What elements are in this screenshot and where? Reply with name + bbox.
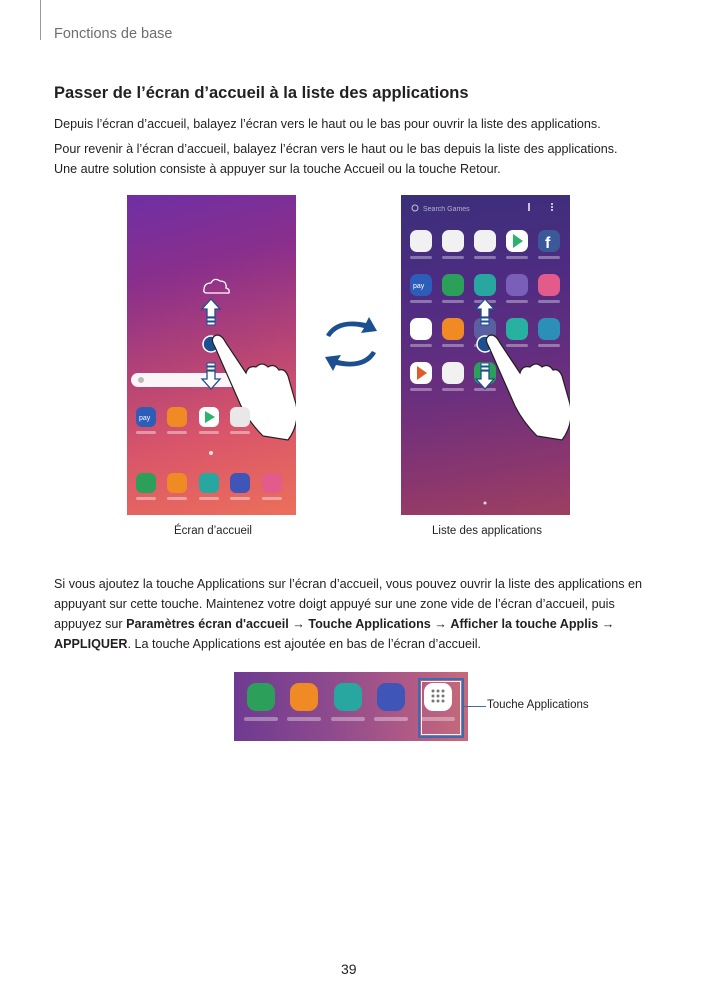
p3-bold-home-settings: Paramètres écran d'accueil [126,617,289,631]
p3-bold-apps-button: Touche Applications [308,617,431,631]
p3-arrow-3: → [598,617,615,631]
callout-leader-line [464,706,486,707]
p3-arrow-2: → [430,617,451,631]
svg-text:pay: pay [413,283,425,290]
switch-arrows-icon [318,315,384,373]
header-section-label: Fonctions de base [54,26,173,42]
page-number: 39 [341,961,357,977]
apps-button-highlight-inner [421,681,461,735]
paragraph-return [54,139,618,179]
p3-bold-show-apps-button: Afficher la touche Applis [450,617,599,631]
section-title: Passer de l’écran d’accueil à la liste des applications [54,84,469,102]
svg-text:f: f [545,235,551,252]
p3-arrow-1: → [288,617,309,631]
dock-label-bar [244,717,278,721]
svg-text:pay: pay [139,415,151,422]
apps-search-placeholder: Search Games [423,206,470,213]
paragraph-return-line1: Pour revenir à l’écran d’accueil, balayez l’écran vers le haut ou le bas depuis la liste des applications. [54,142,618,156]
paragraph-swipe: Depuis l’écran d’accueil, balayez l’écran vers le haut ou le bas pour ouvrir la liste des applications. [54,117,601,131]
p3-bold-apply: APPLIQUER [54,637,128,651]
p3-text-2: . La touche Applications est ajoutée en bas de l’écran d’accueil. [127,637,482,651]
p3-text-1: Si vous ajoutez la touche Applications sur l’écran d’accueil, vous pouvez ouvrir la liste des applications en appuyant sur cette touche. Maintenez votre doigt appuyé sur une zone vide de l’écran d’accueil, puis appuyez sur [54,577,643,631]
home-screen-illustration [127,195,296,515]
apps-list-image [401,195,570,515]
messages-app-icon [334,683,362,711]
phone-app-icon [247,683,275,711]
caption-apps-button: Touche Applications [487,699,589,711]
paragraph-return-line2: Une autre solution consiste à appuyer sur la touche Accueil ou la touche Retour. [54,162,501,176]
home-screen-image [127,195,296,515]
header-rule [40,0,41,40]
dock-label-bar [331,717,365,721]
dock-label-bar [374,717,408,721]
apps-list-illustration [401,195,570,515]
caption-apps-list: Liste des applications [432,525,542,537]
contacts-app-icon [290,683,318,711]
caption-home-screen: Écran d’accueil [174,525,252,537]
dock-label-bar [287,717,321,721]
internet-app-icon [377,683,405,711]
paragraph-apps-button [54,574,654,654]
